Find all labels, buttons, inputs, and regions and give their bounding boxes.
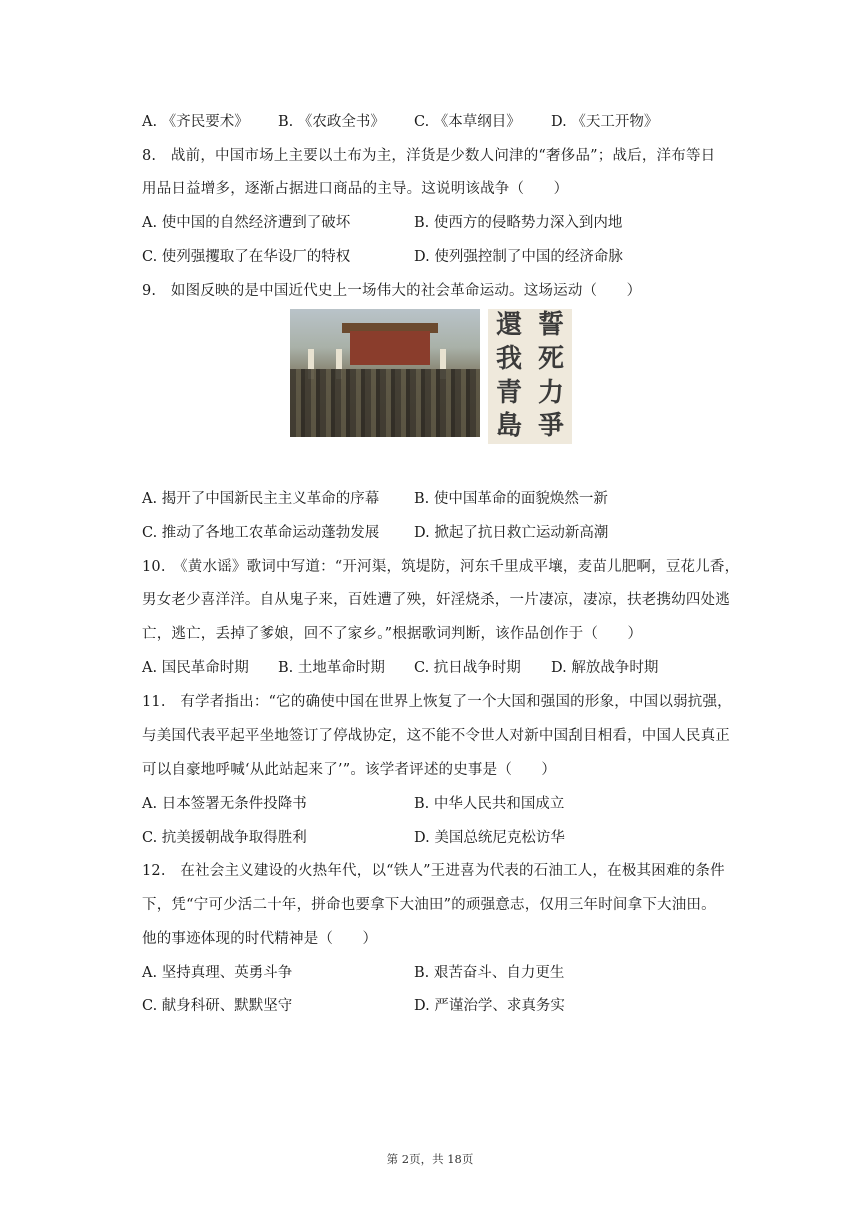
q12-option-c: C. 献身科研、默默坚守 (142, 998, 293, 1014)
calligraphy-slogan (488, 309, 572, 444)
q8-option-d: D. 使列强控制了中国的经济命脉 (414, 249, 623, 265)
q8-stem-line1: 8. 战前，中国市场上主要以土布为主，洋货是少数人问津的“奢侈品”；战后，洋布等日 (142, 148, 716, 164)
q8-option-c: C. 使列强攫取了在华设厂的特权 (142, 249, 351, 265)
q8-option-a: A. 使中国的自然经济遭到了破坏 (142, 215, 351, 231)
q11-option-d: D. 美国总统尼克松访华 (414, 830, 565, 846)
q10-option-b: B. 土地革命时期 (278, 660, 385, 676)
q12-stem-line3: 他的事迹体现的时代精神是（ ） (142, 931, 378, 947)
q11-stem-line1: 11. 有学者指出：“它的确使中国在世界上恢复了一个大国和强国的形象，中国以弱抗强， (142, 694, 732, 710)
q10-stem-line1: 10. 《黄水谣》歌词中写道：“开河渠，筑堤防，河东千里成平壤，麦苗儿肥啊，豆花儿香， (142, 559, 740, 575)
q10-option-c: C. 抗日战争时期 (414, 660, 521, 676)
calligraphy-char: 青 (495, 377, 522, 408)
q11-option-c: C. 抗美援朝战争取得胜利 (142, 830, 307, 846)
q7-option-a: A. 《齐民要术》 (142, 114, 249, 130)
may-fourth-painting (290, 309, 480, 437)
q12-option-d: D. 严谨治学、求真务实 (414, 998, 565, 1014)
q9-option-d: D. 掀起了抗日救亡运动新高潮 (414, 525, 609, 541)
q11-stem-line3: 可以自豪地呼喊‘从此站起来了’”。该学者评述的史事是（ ） (142, 762, 557, 778)
q12-option-b: B. 艰苦奋斗、自力更生 (414, 965, 565, 981)
q9-figure (290, 309, 572, 444)
tiananmen-gate (350, 331, 430, 365)
q9-stem-line1: 9. 如图反映的是中国近代史上一场伟大的社会革命运动。这场运动（ ） (142, 283, 642, 299)
crowd (290, 369, 480, 437)
q11-option-b: B. 中华人民共和国成立 (414, 796, 565, 812)
q8-option-b: B. 使西方的侵略势力深入到内地 (414, 215, 623, 231)
q7-option-d: D. 《天工开物》 (551, 114, 659, 130)
q10-stem-line3: 亡，逃亡，丢掉了爹娘，回不了家乡。”根据歌词判断，该作品创作于（ ） (142, 626, 643, 642)
q7-option-c: C. 《本草纲目》 (414, 114, 521, 130)
q12-stem-line2: 下，凭“宁可少活二十年，拼命也要拿下大油田”的顽强意志，仅用三年时间拿下大油田。 (142, 897, 716, 913)
q8-stem-line2: 用品日益增多，逐渐占据进口商品的主导。这说明该战争（ ） (142, 181, 569, 197)
q9-option-c: C. 推动了各地工农革命运动蓬勃发展 (142, 525, 380, 541)
q9-option-b: B. 使中国革命的面貌焕然一新 (414, 491, 608, 507)
calligraphy-char: 島 (495, 411, 522, 442)
q11-option-a: A. 日本签署无条件投降书 (142, 796, 307, 812)
q9-option-a: A. 揭开了中国新民主主义革命的序幕 (142, 491, 380, 507)
calligraphy-char: 力 (537, 377, 564, 408)
calligraphy-char: 我 (495, 343, 522, 374)
q7-option-b: B. 《农政全书》 (278, 114, 385, 130)
q12-option-a: A. 坚持真理、英勇斗争 (142, 965, 293, 981)
q10-option-d: D. 解放战争时期 (551, 660, 659, 676)
q10-option-a: A. 国民革命时期 (142, 660, 249, 676)
calligraphy-char: 爭 (537, 411, 564, 442)
q12-stem-line1: 12. 在社会主义建设的火热年代，以“铁人”王进喜为代表的石油工人，在极其困难的条件 (142, 863, 725, 879)
calligraphy-char: 還 (495, 310, 522, 340)
q11-stem-line2: 与美国代表平起平坐地签订了停战协定，这不能不令世人对新中国刮目相看，中国人民真正 (142, 728, 730, 744)
page-number: 第 2页，共 18页 (386, 1152, 474, 1166)
calligraphy-char: 死 (537, 343, 564, 374)
q10-stem-line2: 男女老少喜洋洋。自从鬼子来，百姓遭了殃，奸淫烧杀，一片凄凉，凄凉，扶老携幼四处逃 (142, 592, 730, 608)
calligraphy-char: 誓 (537, 310, 564, 340)
